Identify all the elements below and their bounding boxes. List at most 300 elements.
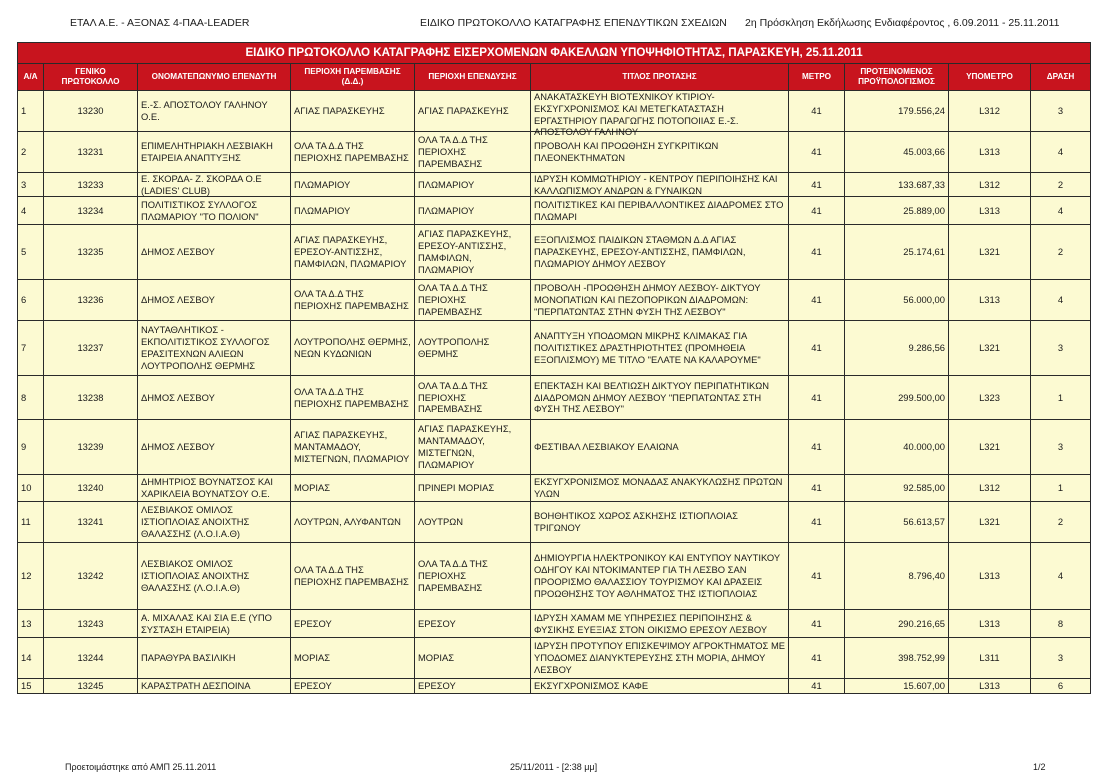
table-row	[18, 420, 1091, 475]
cell-measure	[789, 132, 845, 173]
cell-budget	[845, 420, 949, 475]
cell-proposal-title-text: ΠΡΟΒΟΛΗ ΚΑΙ ΠΡΟΩΘΗΣΗ ΣΥΓΚΡΙΤΙΚΩΝ ΠΛΕΟΝΕΚΤΗΜΑΤΩΝ	[534, 140, 719, 163]
cell-investor	[138, 376, 291, 420]
cell-budget-text: 15.607,00	[903, 680, 945, 692]
cell-protocol-text: 13242	[77, 570, 104, 582]
cell-investment-area-text: ΟΛΑ ΤΑ Δ.Δ ΤΗΣ ΠΕΡΙΟΧΗΣ ΠΑΡΕΜΒΑΣΗΣ	[418, 282, 488, 317]
cell-investment-area	[415, 638, 531, 679]
cell-aa	[18, 543, 44, 610]
cell-investor-text: ΔΗΜΟΣ ΛΕΣΒΟΥ	[141, 246, 215, 258]
cell-protocol	[44, 502, 138, 543]
cell-investor-text: Ε. ΣΚΟΡΔΑ- Ζ. ΣΚΟΡΔΑ Ο.Ε (LADIES' CLUB)	[141, 173, 262, 196]
cell-measure-text: 41	[811, 391, 822, 403]
cell-investment-area	[415, 543, 531, 610]
cell-proposal-title	[531, 679, 789, 694]
cell-investment-area-text: ΑΓΙΑΣ ΠΑΡΑΣΚΕΥΗΣ, ΜΑΝΤΑΜΑΔΟΥ, ΜΙΣΤΕΓΝΩΝ, ΠΛΩΜΑΡΙΟΥ	[418, 423, 512, 470]
cell-proposal-title-text: ΙΔΡΥΣΗ ΚΟΜΜΩΤΗΡΙΟΥ - ΚΕΝΤΡΟΥ ΠΕΡΙΠΟΙΗΣΗΣ ΚΑΙ ΚΑΛΛΩΠΙΣΜΟΥ ΑΝΔΡΩΝ & ΓΥΝΑΙΚΩΝ	[534, 173, 778, 196]
cell-investment-area-text: ΠΡΙΝΕΡΙ ΜΟΡΙΑΣ	[418, 482, 495, 494]
cell-submeasure	[949, 280, 1031, 321]
cell-investor	[138, 321, 291, 376]
cell-budget	[845, 225, 949, 280]
cell-investment-area	[415, 280, 531, 321]
cell-action-text: 4	[1057, 204, 1064, 216]
table-row	[18, 225, 1091, 280]
cell-measure-text: 41	[811, 516, 822, 528]
cell-budget	[845, 610, 949, 638]
cell-proposal-title	[531, 475, 789, 502]
cell-budget-text: 56.613,57	[903, 516, 945, 528]
cell-budget	[845, 475, 949, 502]
cell-protocol-text: 13230	[77, 105, 104, 117]
cell-budget	[845, 280, 949, 321]
cell-investor-text: ΛΕΣΒΙΑΚΟΣ ΟΜΙΛΟΣ ΙΣΤΙΟΠΛΟΙΑΣ ΑΝΟΙΧΤΗΣ ΘΑΛΑΣΣΗΣ (Λ.Ο.Ι.Α.Θ)	[141, 504, 250, 539]
cell-investment-area	[415, 610, 531, 638]
cell-protocol-text: 13238	[77, 391, 104, 403]
cell-protocol	[44, 173, 138, 197]
cell-intervention-area	[291, 91, 415, 132]
cell-proposal-title	[531, 638, 789, 679]
cell-submeasure	[949, 197, 1031, 225]
cell-action	[1031, 679, 1091, 694]
cell-budget-text: 133.687,33	[898, 178, 945, 190]
column-header-measure: ΜΕΤΡΟ	[789, 64, 845, 91]
cell-submeasure	[949, 475, 1031, 502]
cell-budget-text: 398.752,99	[898, 652, 945, 664]
cell-submeasure-text: L313	[979, 570, 1000, 582]
cell-proposal-title-text: ΕΞΟΠΛΙΣΜΟΣ ΠΑΙΔΙΚΩΝ ΣΤΑΘΜΩΝ Δ.Δ ΑΓΙΑΣ ΠΑΡΑΣΚΕΥΗΣ, ΕΡΕΣΟΥ-ΑΝΤΙΣΣΗΣ, ΠΑΜΦΙΛΩΝ, ΠΛΩΜΑΡΙΟΥ ΔΗΜΟΥ ΛΕΣΒΟΥ	[534, 234, 746, 269]
table-row	[18, 197, 1091, 225]
cell-protocol	[44, 610, 138, 638]
cell-budget-text: 45.003,66	[903, 146, 945, 158]
cell-intervention-area	[291, 679, 415, 694]
column-header-aa: Α/Α	[18, 64, 44, 91]
cell-protocol	[44, 280, 138, 321]
cell-submeasure	[949, 638, 1031, 679]
cell-submeasure-text: L323	[979, 391, 1000, 403]
table-row	[18, 321, 1091, 376]
cell-investment-area	[415, 502, 531, 543]
cell-action-text: 3	[1057, 652, 1064, 664]
cell-budget	[845, 502, 949, 543]
cell-aa-text: 1	[21, 105, 27, 117]
cell-aa	[18, 173, 44, 197]
cell-submeasure	[949, 502, 1031, 543]
cell-protocol	[44, 321, 138, 376]
cell-intervention-area-text: ΛΟΥΤΡΩΝ, ΑΛΥΦΑΝΤΩΝ	[294, 516, 401, 528]
cell-action	[1031, 420, 1091, 475]
cell-measure	[789, 502, 845, 543]
cell-investment-area	[415, 420, 531, 475]
cell-intervention-area-text: ΟΛΑ ΤΑ Δ.Δ ΤΗΣ ΠΕΡΙΟΧΗΣ ΠΑΡΕΜΒΑΣΗΣ	[294, 564, 409, 587]
cell-investment-area-text: ΕΡΕΣΟΥ	[418, 680, 456, 692]
cell-proposal-title	[531, 610, 789, 638]
cell-intervention-area	[291, 543, 415, 610]
cell-investor-text: ΔΗΜΗΤΡΙΟΣ ΒΟΥΝΑΤΣΟΣ ΚΑΙ ΧΑΡΙΚΛΕΙΑ ΒΟΥΝΑΤΣΟΥ Ο.Ε.	[141, 476, 274, 499]
cell-investor-text: ΚΑΡΑΣΤΡΑΤΗ ΔΕΣΠΟΙΝΑ	[141, 680, 251, 692]
cell-aa-text: 11	[21, 516, 31, 528]
cell-investment-area-text: ΛΟΥΤΡΟΠΟΛΗΣ ΘΕΡΜΗΣ	[418, 336, 490, 359]
footer-prepared-by: Προετοιμάστηκε από ΑΜΠ 25.11.2011	[65, 762, 217, 772]
table-row	[18, 475, 1091, 502]
footer-datetime: 25/11/2011 - [2:38 μμ]	[510, 762, 598, 772]
cell-proposal-title-text: ΑΝΑΠΤΥΞΗ ΥΠΟΔΟΜΩΝ ΜΙΚΡΗΣ ΚΛΙΜΑΚΑΣ ΓΙΑ ΠΟΛΙΤΙΣΤΙΚΕΣ ΔΡΑΣΤΗΡΙΟΤΗΤΕΣ (ΠΡΟΜΗΘΕΙΑ ΕΞΟΠΛΙΣΜΟΥ) ΜΕ ΤΙΤΛΟ "ΕΛΑΤΕ ΝΑ ΚΑΛΑΡΟΥΜΕ"	[534, 330, 761, 365]
cell-protocol	[44, 225, 138, 280]
cell-budget	[845, 91, 949, 132]
cell-intervention-area	[291, 420, 415, 475]
cell-budget-text: 92.585,00	[903, 482, 945, 494]
cell-action-text: 1	[1057, 482, 1064, 494]
cell-proposal-title-text: ΒΟΗΘΗΤΙΚΟΣ ΧΩΡΟΣ ΑΣΚΗΣΗΣ ΙΣΤΙΟΠΛΟΙΑΣ ΤΡΙΓΩΝΟΥ	[534, 510, 738, 533]
cell-protocol-text: 13243	[77, 617, 104, 629]
cell-submeasure-text: L313	[979, 680, 1000, 692]
cell-intervention-area	[291, 638, 415, 679]
cell-budget-text: 299.500,00	[898, 391, 945, 403]
cell-intervention-area-text: ΑΓΙΑΣ ΠΑΡΑΣΚΕΥΗΣ, ΕΡΕΣΟΥ-ΑΝΤΙΣΣΗΣ, ΠΑΜΦΙΛΩΝ, ΠΛΩΜΑΡΙΟΥ	[294, 234, 407, 269]
cell-submeasure-text: L321	[979, 342, 1000, 354]
cell-proposal-title	[531, 543, 789, 610]
cell-investor	[138, 610, 291, 638]
column-header-action: ΔΡΑΣΗ	[1031, 64, 1091, 91]
cell-aa-text: 6	[21, 294, 27, 306]
cell-budget-text: 25.174,61	[903, 246, 945, 258]
table-row	[18, 376, 1091, 420]
cell-aa	[18, 197, 44, 225]
cell-action-text: 6	[1057, 680, 1064, 692]
cell-aa-text: 9	[21, 441, 27, 453]
table-row	[18, 610, 1091, 638]
cell-measure	[789, 475, 845, 502]
cell-budget-text: 25.889,00	[903, 204, 945, 216]
cell-submeasure	[949, 376, 1031, 420]
cell-budget	[845, 543, 949, 610]
cell-aa	[18, 475, 44, 502]
cell-intervention-area	[291, 502, 415, 543]
cell-protocol	[44, 638, 138, 679]
cell-proposal-title-text: ΕΠΕΚΤΑΣΗ ΚΑΙ ΒΕΛΤΙΩΣΗ ΔΙΚΤΥΟΥ ΠΕΡΙΠΑΤΗΤΙΚΩΝ ΔΙΑΔΡΟΜΩΝ ΔΗΜΟΥ ΛΕΣΒΟΥ "ΠΕΡΠΑΤΩΝΤΑΣ ΣΤΗ ΦΥΣΗ ΤΗΣ ΛΕΣΒΟΥ"	[534, 379, 770, 415]
cell-measure	[789, 225, 845, 280]
cell-measure-text: 41	[811, 652, 822, 664]
cell-action-text: 2	[1057, 516, 1064, 528]
cell-action-text: 1	[1057, 391, 1064, 403]
cell-aa-text: 4	[21, 204, 27, 216]
column-header-proposal-title: ΤΙΤΛΟΣ ΠΡΟΤΑΣΗΣ	[531, 64, 789, 91]
cell-investment-area-text: ΑΓΙΑΣ ΠΑΡΑΣΚΕΥΗΣ	[418, 105, 509, 117]
cell-proposal-title	[531, 420, 789, 475]
cell-measure	[789, 91, 845, 132]
cell-budget-text: 40.000,00	[903, 441, 945, 453]
cell-protocol	[44, 197, 138, 225]
column-header-protocol: ΓΕΝΙΚΟ ΠΡΩΤΟΚΟΛΛΟ	[44, 64, 138, 91]
cell-protocol-text: 13236	[77, 294, 104, 306]
cell-submeasure	[949, 91, 1031, 132]
protocol-table	[17, 42, 1091, 694]
cell-action	[1031, 321, 1091, 376]
header-call-period: 2η Πρόσκληση Εκδήλωσης Ενδιαφέροντος , 6.09.2011 - 25.11.2011	[745, 17, 1060, 29]
cell-submeasure	[949, 610, 1031, 638]
cell-protocol	[44, 420, 138, 475]
cell-measure	[789, 420, 845, 475]
cell-investment-area	[415, 321, 531, 376]
cell-intervention-area-text: ΑΓΙΑΣ ΠΑΡΑΣΚΕΥΗΣ	[294, 105, 385, 117]
cell-action	[1031, 610, 1091, 638]
cell-action	[1031, 376, 1091, 420]
cell-measure	[789, 321, 845, 376]
cell-investor-text: ΠΑΡΑΘΥΡΑ ΒΑΣΙΛΙΚΗ	[141, 652, 236, 664]
cell-aa-text: 12	[21, 570, 32, 582]
cell-protocol	[44, 132, 138, 173]
cell-measure	[789, 197, 845, 225]
cell-intervention-area	[291, 475, 415, 502]
cell-intervention-area	[291, 376, 415, 420]
cell-aa-text: 14	[21, 652, 32, 664]
cell-investment-area-text: ΕΡΕΣΟΥ	[418, 617, 456, 629]
cell-budget-text: 8.796,40	[908, 570, 945, 582]
cell-action-text: 4	[1057, 146, 1064, 158]
cell-intervention-area	[291, 132, 415, 173]
cell-intervention-area-text: ΛΟΥΤΡΟΠΟΛΗΣ ΘΕΡΜΗΣ, ΝΕΩΝ ΚΥΔΩΝΙΩΝ	[294, 336, 411, 359]
cell-intervention-area-text: ΑΓΙΑΣ ΠΑΡΑΣΚΕΥΗΣ, ΜΑΝΤΑΜΑΔΟΥ, ΜΙΣΤΕΓΝΩΝ, ΠΛΩΜΑΡΙΟΥ	[294, 429, 410, 464]
cell-investment-area	[415, 679, 531, 694]
cell-aa-text: 15	[21, 680, 32, 692]
cell-budget	[845, 132, 949, 173]
cell-submeasure-text: L313	[979, 146, 1000, 158]
cell-proposal-title	[531, 376, 789, 420]
cell-proposal-title	[531, 197, 789, 225]
cell-measure	[789, 280, 845, 321]
cell-investment-area-text: ΠΛΩΜΑΡΙΟΥ	[418, 204, 475, 216]
cell-submeasure	[949, 132, 1031, 173]
cell-investor-text: ΔΗΜΟΣ ΛΕΣΒΟΥ	[141, 441, 215, 453]
cell-intervention-area	[291, 225, 415, 280]
cell-protocol	[44, 91, 138, 132]
cell-investment-area	[415, 376, 531, 420]
cell-submeasure	[949, 225, 1031, 280]
cell-proposal-title	[531, 321, 789, 376]
cell-investor-text: ΛΕΣΒΙΑΚΟΣ ΟΜΙΛΟΣ ΙΣΤΙΟΠΛΟΙΑΣ ΑΝΟΙΧΤΗΣ ΘΑΛΑΣΣΗΣ (Λ.Ο.Ι.Α.Θ)	[141, 558, 250, 593]
cell-investment-area-text: ΟΛΑ ΤΑ Δ.Δ ΤΗΣ ΠΕΡΙΟΧΗΣ ΠΑΡΕΜΒΑΣΗΣ	[418, 558, 488, 593]
cell-proposal-title-text: ΠΟΛΙΤΙΣΤΙΚΕΣ ΚΑΙ ΠΕΡΙΒΑΛΛΟΝΤΙΚΕΣ ΔΙΑΔΡΟΜΕΣ ΣΤΟ ΠΛΩΜΑΡΙ	[534, 198, 784, 222]
cell-submeasure	[949, 173, 1031, 197]
cell-intervention-area	[291, 197, 415, 225]
cell-aa	[18, 638, 44, 679]
cell-investor-text: ΔΗΜΟΣ ΛΕΣΒΟΥ	[141, 294, 215, 306]
cell-intervention-area	[291, 280, 415, 321]
table-title: ΕΙΔΙΚΟ ΠΡΩΤΟΚΟΛΛΟ ΚΑΤΑΓΡΑΦΗΣ ΕΙΣΕΡΧΟΜΕΝΩΝ ΦΑΚΕΛΛΩΝ ΥΠΟΨΗΦΙΟΤΗΤΑΣ, ΠΑΡΑΣΚΕΥΗ, 25.11.2011	[18, 43, 1091, 64]
cell-measure-text: 41	[811, 146, 822, 158]
cell-submeasure-text: L321	[979, 246, 1000, 258]
cell-investor	[138, 502, 291, 543]
cell-intervention-area	[291, 173, 415, 197]
cell-protocol	[44, 475, 138, 502]
cell-action-text: 2	[1057, 178, 1064, 190]
cell-investment-area-text: ΟΛΑ ΤΑ Δ.Δ ΤΗΣ ΠΕΡΙΟΧΗΣ ΠΑΡΕΜΒΑΣΗΣ	[418, 134, 488, 169]
cell-measure-text: 41	[811, 204, 822, 216]
cell-measure-text: 41	[811, 680, 822, 692]
cell-budget	[845, 679, 949, 694]
cell-submeasure	[949, 321, 1031, 376]
cell-action	[1031, 280, 1091, 321]
cell-protocol-text: 13233	[77, 178, 104, 190]
cell-measure-text: 41	[811, 482, 822, 494]
cell-proposal-title-text: ΕΚΣΥΓΧΡΟΝΙΣΜΟΣ ΚΑΦΕ	[534, 680, 649, 692]
cell-aa	[18, 610, 44, 638]
cell-action-text: 3	[1057, 441, 1064, 453]
cell-submeasure-text: L312	[979, 482, 1000, 494]
cell-measure-text: 41	[811, 441, 822, 453]
cell-protocol-text: 13245	[77, 680, 104, 692]
cell-action	[1031, 197, 1091, 225]
cell-action	[1031, 173, 1091, 197]
cell-measure	[789, 173, 845, 197]
cell-investor-text: Α. ΜΙΧΑΛΑΣ ΚΑΙ ΣΙΑ Ε.Ε (ΥΠΟ ΣΥΣΤΑΣΗ ΕΤΑΙΡΕΙΑ)	[141, 611, 272, 635]
column-header-investment-area: ΠΕΡΙΟΧΗ ΕΠΕΝΔΥΣΗΣ	[415, 64, 531, 91]
cell-intervention-area-text: ΜΟΡΙΑΣ	[294, 482, 331, 494]
table-row	[18, 502, 1091, 543]
cell-aa	[18, 132, 44, 173]
cell-proposal-title	[531, 173, 789, 197]
cell-submeasure-text: L313	[979, 204, 1000, 216]
cell-proposal-title-text: ΙΔΡΥΣΗ ΧΑΜΑΜ ΜΕ ΥΠΗΡΕΣΙΕΣ ΠΕΡΙΠΟΙΗΣΗΣ & ΦΥΣΙΚΗΣ ΕΥΕΞΙΑΣ ΣΤΟΝ ΟΙΚΙΣΜΟ ΕΡΕΣΟΥ ΛΕΣΒΟΥ	[534, 611, 768, 635]
cell-action	[1031, 502, 1091, 543]
header-organization: ΕΤΑΛ Α.Ε. - ΑΞΟΝΑΣ 4-ΠΑΑ-LEADER	[70, 17, 250, 29]
cell-measure-text: 41	[811, 342, 822, 354]
cell-investor-text: ΠΟΛΙΤΙΣΤΙΚΟΣ ΣΥΛΛΟΓΟΣ ΠΛΩΜΑΡΙΟΥ "ΤΟ ΠΟΛΙΟΝ"	[141, 198, 259, 222]
cell-aa	[18, 420, 44, 475]
cell-investment-area	[415, 173, 531, 197]
column-header-intervention-area: ΠΕΡΙΟΧΗ ΠΑΡΕΜΒΑΣΗΣ (Δ.Δ.)	[291, 64, 415, 91]
cell-intervention-area	[291, 321, 415, 376]
cell-measure	[789, 610, 845, 638]
cell-protocol	[44, 376, 138, 420]
cell-aa-text: 3	[21, 178, 27, 190]
cell-aa-text: 8	[21, 391, 27, 403]
footer-page-number: 1/2	[1033, 762, 1046, 772]
cell-submeasure-text: L321	[979, 516, 1000, 528]
cell-investment-area	[415, 225, 531, 280]
cell-budget-text: 290.216,65	[898, 617, 945, 629]
cell-measure-text: 41	[811, 570, 822, 582]
table-row	[18, 91, 1091, 132]
cell-aa	[18, 376, 44, 420]
cell-investor-text: ΝΑΥΤΑΘΛΗΤΙΚΟΣ - ΕΚΠΟΛΙΤΙΣΤΙΚΟΣ ΣΥΛΛΟΓΟΣ ΕΡΑΣΙΤΕΧΝΩΝ ΑΛΙΕΩΝ ΛΟΥΤΡΟΠΟΛΗΣ ΘΕΡΜΗΣ	[141, 324, 270, 371]
cell-aa	[18, 321, 44, 376]
cell-measure	[789, 543, 845, 610]
cell-proposal-title-text: ΑΝΑΚΑΤΑΣΚΕΥΗ ΒΙΟΤΕΧΝΙΚΟΥ ΚΤΙΡΙΟΥ-ΕΚΣΥΓΧΡΟΝΙΣΜΟΣ ΚΑΙ ΜΕΤΕΓΚΑΤΑΣΤΑΣΗ ΕΡΓΑΣΤΗΡΙΟΥ ΠΑΡΑΓΩΓΗΣ ΠΟΤΟΠΟΙΙΑΣ Ε.-Σ. ΑΠΟΣΤΟΛΟΥ ΓΑΛΗΝΟΥ	[534, 91, 739, 138]
cell-protocol-text: 13241	[77, 516, 104, 528]
cell-protocol	[44, 679, 138, 694]
cell-action	[1031, 91, 1091, 132]
cell-submeasure	[949, 679, 1031, 694]
cell-action-text: 4	[1057, 294, 1064, 306]
cell-investor	[138, 173, 291, 197]
cell-aa-text: 13	[21, 617, 32, 629]
cell-budget-text: 56.000,00	[903, 294, 945, 306]
cell-investment-area	[415, 91, 531, 132]
cell-intervention-area-text: ΟΛΑ ΤΑ Δ.Δ ΤΗΣ ΠΕΡΙΟΧΗΣ ΠΑΡΕΜΒΑΣΗΣ	[294, 288, 409, 311]
cell-investment-area-text: ΛΟΥΤΡΩΝ	[418, 516, 464, 528]
cell-submeasure-text: L311	[979, 652, 1000, 664]
cell-investment-area-text: ΜΟΡΙΑΣ	[418, 652, 455, 664]
cell-protocol-text: 13240	[77, 482, 104, 494]
cell-investment-area	[415, 132, 531, 173]
cell-measure-text: 41	[811, 246, 822, 258]
cell-submeasure-text: L321	[979, 441, 1000, 453]
cell-investor	[138, 197, 291, 225]
cell-aa	[18, 91, 44, 132]
column-header-investor: ΟΝΟΜΑΤΕΠΩΝΥΜΟ ΕΠΕΝΔΥΤΗ	[138, 64, 291, 91]
cell-aa-text: 10	[21, 482, 32, 494]
cell-proposal-title	[531, 280, 789, 321]
cell-action	[1031, 225, 1091, 280]
cell-intervention-area-text: ΠΛΩΜΑΡΙΟΥ	[294, 178, 351, 190]
cell-investor	[138, 91, 291, 132]
cell-protocol-text: 13244	[77, 652, 104, 664]
cell-investment-area	[415, 475, 531, 502]
cell-proposal-title-text: ΔΗΜΙΟΥΡΓΙΑ ΗΛΕΚΤΡΟΝΙΚΟΥ ΚΑΙ ΕΝΤΥΠΟΥ ΝΑΥΤΙΚΟΥ ΟΔΗΓΟΥ ΚΑΙ ΝΤΟΚΙΜΑΝΤΕΡ ΓΙΑ ΤΗ ΛΕΣΒΟ ΣΑΝ ΠΡΟΟΡΙΣΜΟ ΘΑΛΑΣΣΙΟΥ ΤΟΥΡΙΣΜΟΥ ΚΑΙ ΔΡΑΣΕΙΣ ΠΡΟΩΘΗΣΗΣ ΤΟΥ ΑΘΛΗΜΑΤΟΣ ΤΗΣ ΙΣΤΙΟΠΛΟΙΑΣ	[534, 552, 780, 599]
table-row	[18, 280, 1091, 321]
cell-action-text: 2	[1057, 246, 1064, 258]
cell-protocol-text: 13234	[77, 204, 104, 216]
cell-intervention-area-text: ΕΡΕΣΟΥ	[294, 617, 332, 629]
cell-action	[1031, 543, 1091, 610]
cell-action	[1031, 638, 1091, 679]
cell-action-text: 4	[1057, 570, 1064, 582]
column-header-row	[18, 64, 1091, 91]
table-row	[18, 543, 1091, 610]
cell-investor-text: ΕΠΙΜΕΛΗΤΗΡΙΑΚΗ ΛΕΣΒΙΑΚΗ ΕΤΑΙΡΕΙΑ ΑΝΑΠΤΥΞΗΣ	[141, 140, 273, 163]
cell-intervention-area-text: ΜΟΡΙΑΣ	[294, 652, 331, 664]
cell-submeasure	[949, 543, 1031, 610]
cell-investor	[138, 638, 291, 679]
header-document-title: ΕΙΔΙΚΟ ΠΡΩΤΟΚΟΛΛΟ ΚΑΤΑΓΡΑΦΗΣ ΕΠΕΝΔΥΤΙΚΩΝ ΣΧΕΔΙΩΝ	[420, 17, 727, 29]
cell-aa	[18, 502, 44, 543]
cell-submeasure-text: L313	[979, 294, 1000, 306]
cell-proposal-title-text: ΦΕΣΤΙΒΑΛ ΛΕΣΒΙΑΚΟΥ ΕΛΑΙΩΝΑ	[534, 441, 679, 453]
cell-action	[1031, 132, 1091, 173]
column-header-submeasure: ΥΠΟΜΕΤΡΟ	[949, 64, 1031, 91]
cell-investor	[138, 225, 291, 280]
cell-action-text: 8	[1057, 617, 1064, 629]
cell-intervention-area-text: ΕΡΕΣΟΥ	[294, 680, 332, 692]
cell-action-text: 3	[1057, 105, 1064, 117]
table-row	[18, 638, 1091, 679]
cell-intervention-area-text: ΠΛΩΜΑΡΙΟΥ	[294, 204, 351, 216]
cell-investor-text: ΔΗΜΟΣ ΛΕΣΒΟΥ	[141, 391, 215, 403]
cell-aa	[18, 225, 44, 280]
cell-aa	[18, 280, 44, 321]
cell-investment-area-text: ΑΓΙΑΣ ΠΑΡΑΣΚΕΥΗΣ, ΕΡΕΣΟΥ-ΑΝΤΙΣΣΗΣ, ΠΑΜΦΙΛΩΝ, ΠΛΩΜΑΡΙΟΥ	[418, 228, 512, 275]
cell-proposal-title	[531, 225, 789, 280]
cell-protocol-text: 13231	[77, 146, 104, 158]
cell-investment-area-text: ΠΛΩΜΑΡΙΟΥ	[418, 178, 475, 190]
cell-budget	[845, 321, 949, 376]
cell-investor	[138, 132, 291, 173]
cell-submeasure	[949, 420, 1031, 475]
cell-measure-text: 41	[811, 105, 822, 117]
cell-aa-text: 5	[21, 246, 27, 258]
cell-investor	[138, 420, 291, 475]
cell-investor-text: Ε.-Σ. ΑΠΟΣΤΟΛΟΥ ΓΑΛΗΝΟΥ Ο.Ε.	[141, 99, 268, 122]
cell-intervention-area	[291, 610, 415, 638]
cell-budget-text: 9.286,56	[908, 342, 945, 354]
cell-investor	[138, 543, 291, 610]
cell-proposal-title-text: ΕΚΣΥΓΧΡΟΝΙΣΜΟΣ ΜΟΝΑΔΑΣ ΑΝΑΚΥΚΛΩΣΗΣ ΠΡΩΤΩΝ ΥΛΩΝ	[534, 476, 783, 499]
cell-measure-text: 41	[811, 617, 822, 629]
cell-protocol-text: 13239	[77, 441, 104, 453]
cell-measure-text: 41	[811, 294, 822, 306]
cell-submeasure-text: L312	[979, 178, 1000, 190]
cell-intervention-area-text: ΟΛΑ ΤΑ Δ.Δ ΤΗΣ ΠΕΡΙΟΧΗΣ ΠΑΡΕΜΒΑΣΗΣ	[294, 140, 409, 163]
